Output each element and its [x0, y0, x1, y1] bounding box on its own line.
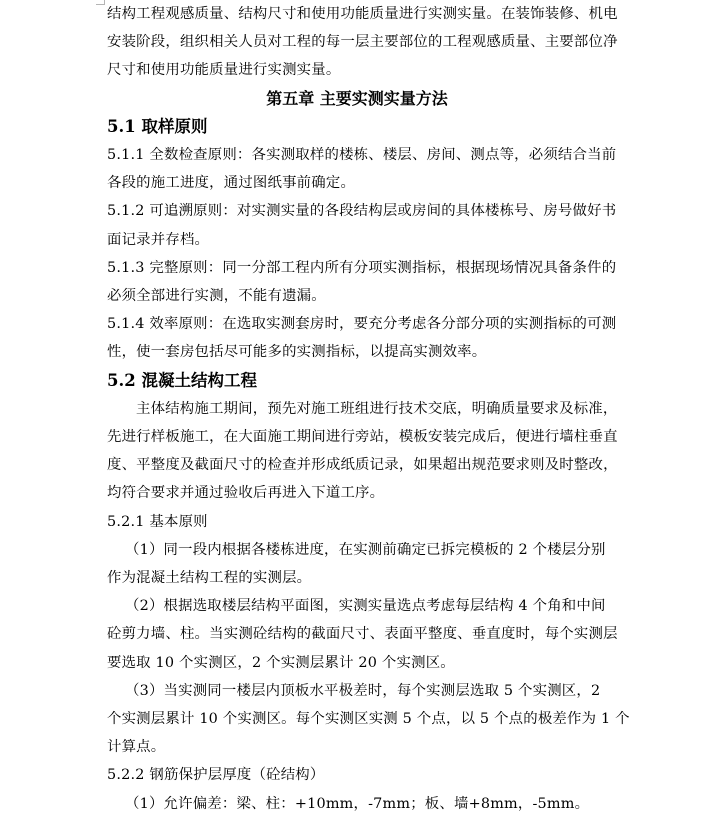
list-item-line: （1）允许偏差：梁、柱：+10mm，-7mm；板、墙+8mm，-5mm。 — [125, 795, 590, 812]
subsection-heading-5-2-1: 5.2.1 基本原则 — [107, 513, 208, 530]
list-item-line: 计算点。 — [107, 739, 166, 756]
intro-line: 尺寸和使用功能质量进行实测实量。 — [107, 62, 341, 79]
section-heading-5-2: 5.2 混凝土结构工程 — [107, 370, 257, 390]
chapter-title: 第五章 主要实测实量方法 — [266, 88, 448, 108]
subsection-heading-5-2-2: 5.2.2 钢筋保护层厚度（砼结构） — [107, 767, 325, 784]
page-corner-mark — [96, 0, 105, 5]
paragraph-line: 5.1.2 可追溯原则：对实测实量的各段结构层或房间的具体楼栋号、房号做好书 — [107, 203, 617, 220]
paragraph-line: 5.1.4 效率原则：在选取实测套房时，要充分考虑各分部分项的实测指标的可测 — [107, 316, 617, 333]
paragraph-line: 面记录并存档。 — [107, 231, 210, 248]
intro-line: 结构工程观感质量、结构尺寸和使用功能质量进行实测实量。在装饰装修、机电 — [107, 6, 618, 22]
paragraph-line: 均符合要求并通过验收后再进入下道工序。 — [107, 485, 385, 502]
list-item-line: （1）同一段内根据各楼栋进度，在实测前确定已拆完模板的 2 个楼层分别 — [125, 541, 606, 558]
paragraph-line: 5.1.1 全数检查原则：各实测取样的楼栋、楼层、房间、测点等，必须结合当前 — [107, 147, 617, 164]
list-item-line: （3）当实测同一楼层内顶板水平极差时，每个实测层选取 5 个实测区，2 — [125, 682, 601, 699]
section-heading-5-1: 5.1 取样原则 — [107, 116, 208, 136]
paragraph-line: 必须全部进行实测，不能有遗漏。 — [107, 288, 326, 305]
list-item-line: 要选取 10 个实测区，2 个实测层累计 20 个实测区。 — [107, 654, 455, 671]
paragraph-line: 主体结构施工期间，预先对施工班组进行技术交底，明确质量要求及标准， — [136, 400, 618, 417]
paragraph-line: 各段的施工进度，通过图纸事前确定。 — [107, 175, 356, 192]
list-item-line: 砼剪力墙、柱。当实测砼结构的截面尺寸、表面平整度、垂直度时，每个实测层 — [107, 626, 618, 643]
intro-line: 安装阶段，组织相关人员对工程的每一层主要部位的工程观感质量、主要部位净 — [107, 34, 618, 51]
paragraph-line: 性，使一套房包括尽可能多的实测指标，以提高实测效率。 — [107, 344, 487, 361]
list-item-line: 作为混凝土结构工程的实测层。 — [107, 570, 312, 587]
list-item-line: 个实测层累计 10 个实测区。每个实测区实测 5 个点，以 5 个点的极差作为 1 个 — [107, 711, 630, 728]
list-item-line: （2）根据选取楼层结构平面图，实测实量选点考虑每层结构 4 个角和中间 — [125, 598, 606, 615]
paragraph-line: 先进行样板施工，在大面施工期间进行旁站，模板安装完成后，便进行墙柱垂直 — [107, 429, 618, 446]
paragraph-line: 5.1.3 完整原则：同一分部工程内所有分项实测指标，根据现场情况具备条件的 — [107, 259, 617, 276]
document-body — [107, 0, 630, 818]
paragraph-line: 度、平整度及截面尺寸的检查并形成纸质记录，如果超出规范要求则及时整改， — [107, 457, 618, 474]
